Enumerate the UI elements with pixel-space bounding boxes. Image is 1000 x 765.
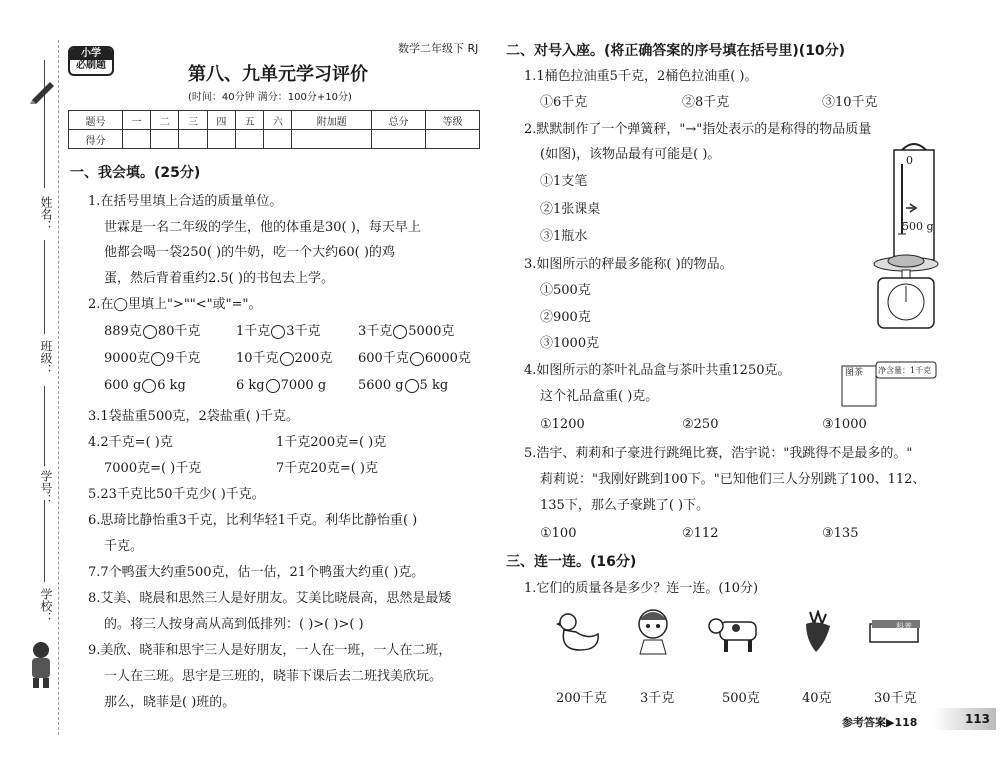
spring-scale-zero: 0 (906, 154, 913, 167)
kitchen-scale-figure (870, 250, 942, 332)
score-cell[interactable] (426, 130, 480, 149)
q1-4c: 7000克=( )千克 (104, 461, 202, 476)
weight-option-5[interactable]: 30千克 (874, 691, 917, 706)
page-number: 113 (934, 708, 996, 730)
q2-4-line-1: 4.如图所示的茶叶礼品盒与茶叶共重1250克。 (524, 363, 791, 378)
book-icon (868, 618, 922, 646)
q1-2-prompt: 2.在◯里填上">""<"或"="。 (88, 297, 262, 312)
q1-1-line-1: 世霖是一名二年级的学生，他的体重是30( )，每天早上 (104, 220, 421, 235)
compare-right: 200克 (294, 351, 333, 366)
compare-item (104, 350, 200, 368)
q1-8-line-1: 8.艾美、晓晨和思然三人是好朋友。艾美比晓晨高，思然是最矮 (88, 591, 452, 606)
compare-left: 600千克 (358, 351, 409, 366)
cut-line (58, 40, 59, 735)
q2-5-option-2[interactable]: ②112 (682, 526, 719, 541)
q2-2-option-2[interactable]: ②1张课桌 (540, 202, 601, 217)
section-1-title: 一、我会填。(25分) (70, 165, 201, 181)
name-label: 姓名： (39, 196, 53, 232)
number-line (44, 386, 45, 466)
score-cell[interactable] (235, 130, 263, 149)
q2-2-option-3[interactable]: ③1瓶水 (540, 229, 588, 244)
q1-7: 7.7个鸭蛋大约重500克，估一估，21个鸭蛋大约重( )克。 (88, 565, 425, 580)
compare-circle-blank[interactable] (271, 325, 285, 339)
page-title: 第八、九单元学习评价 (188, 64, 368, 85)
pencil-icon (28, 76, 56, 104)
compare-item (236, 323, 321, 341)
score-cell[interactable] (151, 130, 179, 149)
compare-circle-blank[interactable] (393, 325, 407, 339)
girl-icon (632, 606, 674, 656)
binding-margin (0, 0, 62, 765)
class-line (44, 240, 45, 334)
logo-top-text: 小学 (70, 48, 112, 60)
compare-circle-blank[interactable] (143, 325, 157, 339)
score-header-cell: 四 (207, 111, 235, 130)
compare-right: 6000克 (424, 351, 471, 366)
score-header-cell: 一 (122, 111, 150, 130)
school-line (44, 500, 45, 582)
compare-left: 5600 g (358, 378, 404, 393)
score-header-cell: 六 (264, 111, 292, 130)
compare-circle-blank[interactable] (266, 379, 280, 393)
q1-3: 3.1袋盐重500克，2袋盐重( )千克。 (88, 409, 300, 424)
compare-right: 6 kg (157, 378, 186, 393)
compare-circle-blank[interactable] (410, 352, 424, 366)
score-header-cell: 题号 (69, 111, 123, 130)
compare-circle-blank[interactable] (151, 352, 165, 366)
answer-reference: 参考答案▶118 (842, 716, 918, 729)
compare-circle-blank[interactable] (142, 379, 156, 393)
q2-1-option-3[interactable]: ③10千克 (822, 95, 878, 110)
compare-left: 9000克 (104, 351, 151, 366)
score-table (68, 110, 480, 149)
class-label: 班级： (39, 340, 53, 376)
mascot-icon (24, 640, 58, 690)
compare-left: 3千克 (358, 324, 393, 339)
score-header-cell: 总分 (372, 111, 426, 130)
q2-3-option-3[interactable]: ③1000克 (540, 336, 600, 351)
compare-right: 5000克 (408, 324, 455, 339)
compare-right: 9千克 (166, 351, 201, 366)
compare-item (358, 350, 471, 368)
compare-right: 5 kg (419, 378, 449, 393)
q2-3-prompt: 3.如图所示的秤最多能称( )的物品。 (524, 257, 733, 272)
q2-5-line-3: 135下，那么子豪跳了( )下。 (540, 498, 710, 513)
q1-6-line-2: 千克。 (104, 539, 144, 554)
q2-2-line-2: (如图)，该物品最有可能是( )。 (540, 147, 721, 162)
book-label: 科普 (896, 622, 912, 631)
duck-icon (556, 610, 602, 654)
q2-4-option-2[interactable]: ②250 (682, 417, 719, 432)
score-cell[interactable] (372, 130, 426, 149)
q2-1-option-2[interactable]: ②8千克 (682, 95, 730, 110)
compare-left: 889克 (104, 324, 142, 339)
weight-option-2[interactable]: 3千克 (640, 691, 675, 706)
compare-item (104, 377, 186, 395)
q2-1-prompt: 1.1桶色拉油重5千克，2桶色拉油重( )。 (524, 69, 758, 84)
radish-icon (796, 610, 836, 654)
compare-item (104, 323, 200, 341)
compare-item (236, 377, 326, 395)
q1-6-line-1: 6.思琦比静怡重3千克，比利华轻1千克。利华比静怡重( ) (88, 513, 418, 528)
score-cell[interactable] (264, 130, 292, 149)
q2-5-option-1[interactable]: ①100 (540, 526, 577, 541)
subject-label: 数学二年级下 RJ (398, 42, 479, 55)
school-label: 学校： (39, 588, 53, 624)
brand-logo (68, 46, 114, 76)
q2-4-line-2: 这个礼品盒重( )克。 (540, 389, 659, 404)
score-row-label: 得分 (69, 130, 123, 149)
score-header-cell: 附加题 (292, 111, 372, 130)
q2-5-line-1: 5.浩宇、莉莉和子豪进行跳绳比赛，浩宇说："我跳得不是最多的。" (524, 446, 913, 461)
q3-1-prompt: 1.它们的质量各是多少？连一连。(10分) (524, 581, 759, 596)
score-header-cell: 五 (235, 111, 263, 130)
weight-option-3[interactable]: 500克 (722, 691, 760, 706)
section-3-title: 三、连一连。(16分) (506, 554, 637, 570)
q2-5-line-2: 莉莉说："我刚好跳到100下。"已知他们三人分别跳了100、112、 (540, 472, 926, 487)
q2-5-option-3[interactable]: ③135 (822, 526, 859, 541)
score-header-cell: 二 (151, 111, 179, 130)
compare-right: 7000 g (280, 378, 327, 393)
compare-item (358, 377, 448, 395)
q2-3-option-2[interactable]: ②900克 (540, 310, 591, 325)
score-header-cell: 等级 (426, 111, 480, 130)
q1-4d: 7千克20克=( )克 (276, 461, 378, 476)
q1-8-line-2: 的。将三人按身高从高到低排列：( )>( )>( ) (104, 617, 364, 632)
score-table-score-row (69, 130, 480, 149)
spring-scale-max: 500 g (902, 220, 934, 233)
q1-1-prompt: 1.在括号里填上合适的质量单位。 (88, 194, 283, 209)
logo-bottom-text: 必刷题 (76, 60, 106, 71)
q1-4b: 1千克200克=( )克 (276, 435, 387, 450)
time-info: (时间：40分钟 满分：100分+10分) (188, 92, 352, 103)
q1-4a: 4.2千克=( )克 (88, 435, 173, 450)
q2-1-option-1[interactable]: ①6千克 (540, 95, 588, 110)
section-2-title: 二、对号入座。(将正确答案的序号填在括号里)(10分) (506, 43, 846, 59)
compare-circle-blank[interactable] (405, 379, 419, 393)
score-cell[interactable] (122, 130, 150, 149)
weight-option-1[interactable]: 200千克 (556, 691, 607, 706)
score-cell[interactable] (207, 130, 235, 149)
compare-left: 6 kg (236, 378, 265, 393)
q1-1-line-3: 蛋，然后背着重约2.5( )的书包去上学。 (104, 271, 334, 286)
compare-circle-blank[interactable] (280, 352, 294, 366)
score-cell[interactable] (292, 130, 372, 149)
weight-option-4[interactable]: 40克 (802, 691, 832, 706)
q1-1-line-2: 他都会喝一袋250( )的牛奶，吃一个大约60( )的鸡 (104, 245, 395, 260)
compare-right: 80千克 (157, 324, 201, 339)
q2-4-option-1[interactable]: ①1200 (540, 417, 585, 432)
q1-5: 5.23千克比50千克少( )千克。 (88, 487, 265, 502)
tea-box-label: 图茶 (845, 368, 864, 378)
q2-3-option-1[interactable]: ①500克 (540, 283, 591, 298)
cow-icon (706, 614, 766, 654)
compare-left: 1千克 (236, 324, 271, 339)
spring-scale-figure (884, 138, 944, 264)
score-cell[interactable] (179, 130, 207, 149)
compare-item (236, 350, 332, 368)
compare-item (358, 323, 454, 341)
q1-9-line-3: 那么，晓菲是( )班的。 (104, 695, 236, 710)
q2-4-option-3[interactable]: ③1000 (822, 417, 867, 432)
score-header-cell: 三 (179, 111, 207, 130)
compare-left: 10千克 (236, 351, 279, 366)
q2-2-line-1: 2.默默制作了一个弹簧秤，"→"指处表示的是称得的物品质量 (524, 122, 872, 137)
compare-right: 3千克 (286, 324, 321, 339)
tea-net-weight-tag: 净含量：1千克 (878, 366, 932, 375)
q2-2-option-1[interactable]: ①1支笔 (540, 174, 588, 189)
compare-left: 600 g (104, 378, 142, 393)
number-label: 学号： (39, 470, 53, 506)
q1-9-line-2: 一人在三班。思宇是三班的，晓菲下课后去二班找美欣玩。 (104, 669, 443, 684)
score-table-header-row (69, 111, 480, 130)
q1-9-line-1: 9.美欣、晓菲和思宇三人是好朋友，一人在一班，一人在二班， (88, 643, 452, 658)
